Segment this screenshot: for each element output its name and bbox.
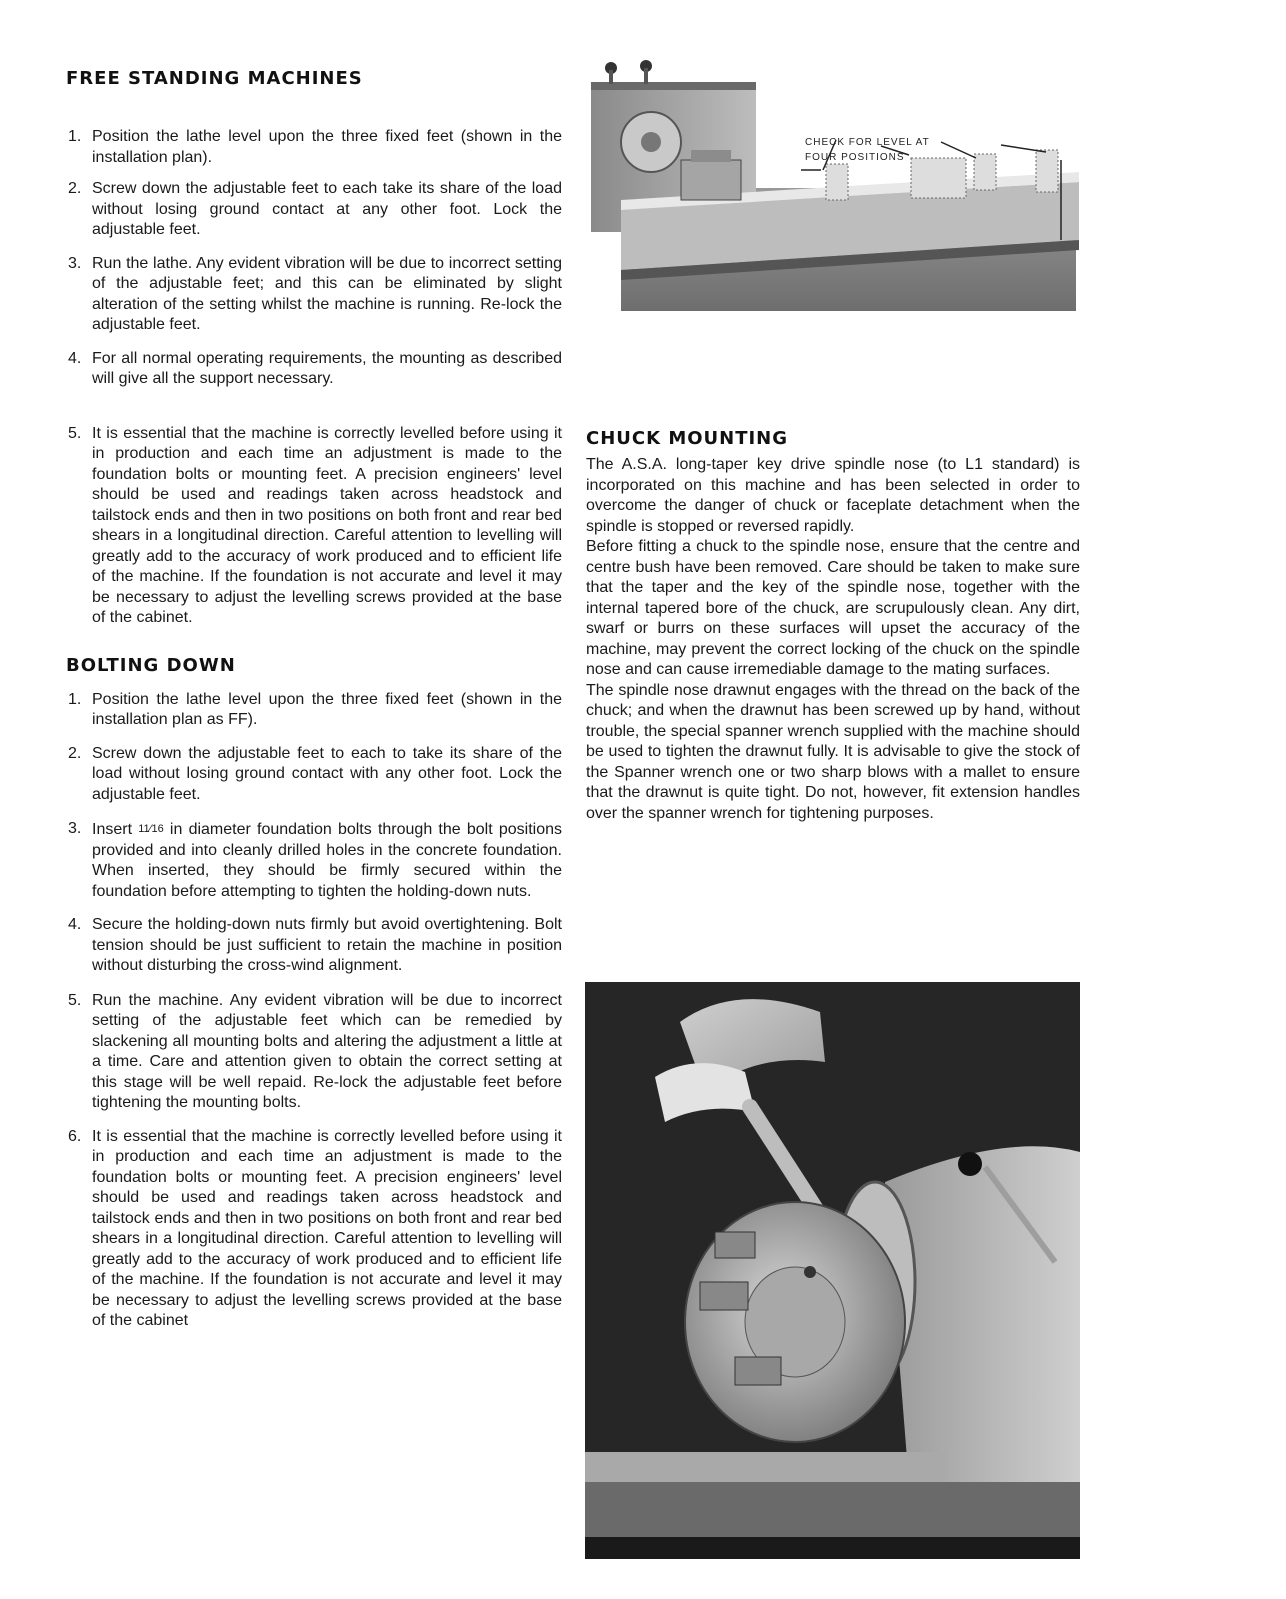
callout-line-1: CHECK FOR LEVEL AT — [805, 137, 930, 148]
left-column — [66, 66, 562, 1332]
item-text: in diameter foundation bolts through the bolt positions provided and into cleanly drilled holes in the concrete foundation. When inserted, they should be firmly secured within the foundation before attempting to tighten the holding-down nuts. — [92, 821, 562, 900]
item-text: It is essential that the machine is correctly levelled before using it in production and each time an adjustment is made to the foundation bolts or mounting feet. A precision engineers' level should be used and readings taken across headstock and tailstock ends and then in two positions on both front and rear bed shears in a longitudinal direction. Careful attention to levelling will greatly add to the accuracy of work produced and to efficient life of the machine. If the foundation is not accurate and level it may be necessary to adjust the levelling screws provided at the base of the cabinet. — [92, 424, 562, 626]
item-number: 6. — [68, 1127, 82, 1145]
bolting-down-list — [66, 690, 562, 1332]
item-number: 3. — [68, 820, 82, 837]
list-item — [66, 744, 562, 806]
item-text: Run the lathe. Any evident vibration will be due to incorrect setting of the adjustable feet; and this can be eliminated by slight alteration of the setting whilst the machine is running. Re-lock the adjustable feet. — [92, 254, 562, 333]
right-column — [586, 428, 1080, 824]
item-text-pre: Insert — [92, 821, 139, 838]
list-item — [66, 179, 562, 241]
free-standing-heading: FREE STANDING MACHINES — [66, 68, 363, 89]
item-number: 5. — [68, 424, 82, 442]
item-text: Run the machine. Any evident vibration will be due to incorrect setting of the adjustable feet which can be remedied by slackening all mounting bolts and altering the adjustment a little at a time. Care and attention given to obtain the correct setting at this stage will be well repaid. Re-lock the adjustable feet before tightening the mounting bolts. — [92, 991, 562, 1111]
list-item — [66, 915, 562, 977]
chuck-paragraph-1: The A.S.A. long-taper key drive spindle nose (to L1 standard) is incorporated on this machine and has been selected in order to overcome the danger of chuck or faceplate detachment when the spindle is stopped or reversed rapidly. — [586, 456, 1080, 535]
item-number: 1. — [68, 690, 82, 708]
chuck-mounting-illustration — [585, 982, 1080, 1559]
item-number: 1. — [68, 128, 82, 145]
item-number: 4. — [68, 349, 82, 367]
fraction-value: 11⁄16 — [138, 823, 164, 835]
chuck-mounting-heading: CHUCK MOUNTING — [586, 428, 789, 449]
item-number: 4. — [68, 916, 82, 933]
bolting-down-heading: BOLTING DOWN — [66, 654, 236, 676]
chuck-mounting-photo — [585, 982, 1080, 1559]
chuck-paragraph-3: The spindle nose drawnut engages with the thread on the back of the chuck; and when the drawnut has been screwed up by hand, without trouble, the special spanner wrench supplied with the machine should be used to tighten the drawnut fully. It is advisable to give the stock of the Spanner wrench one or two sharp blows with a mallet to ensure that the drawnut is quite tight. Do not, however, fit extension handles over the spanner wrench for tightening purposes. — [586, 681, 1080, 822]
list-item — [66, 690, 562, 731]
item-number: 5. — [68, 991, 82, 1009]
level-callout — [805, 135, 930, 165]
list-item — [66, 127, 562, 168]
item-text: Position the lathe level upon the three fixed feet (shown in the installation plan). — [92, 128, 562, 166]
item-text: Position the lathe level upon the three fixed feet (shown in the installation plan as FF). — [92, 690, 562, 728]
item-text: It is essential that the machine is correctly levelled before using it in production and each time an adjustment is made to the foundation bolts or mounting feet. A precision engineers' level should be used and readings taken across headstock and tailstock ends and then in two positions on both front and rear bed shears in a longitudinal direction. Careful attention to levelling will greatly add to the accuracy of work produced and to efficient life of the machine. If the foundation is not accurate and level it may be necessary to adjust the levelling screws provided at the base of the cabinet — [92, 1127, 562, 1329]
chuck-paragraph-2: Before fitting a chuck to the spindle nose, ensure that the centre and centre bush have been removed. Care should be taken to make sure that the taper and the key of the spindle nose, together with the internal tapered bore of the chuck, are scrupulously clean. Any dirt, swarf or burrs on these surfaces will upset the accuracy of the machine, may prevent the correct locking of the chuck on the spindle nose and can cause irremediable damage to the mating surfaces. — [586, 538, 1080, 678]
list-item — [66, 1127, 562, 1332]
lathe-bed-illustration — [591, 60, 1079, 311]
callout-line-2: FOUR POSITIONS — [805, 152, 905, 163]
item-text: Screw down the adjustable feet to each to take its share of the load without losing ground contact with any other foot. Lock the adjustable feet. — [92, 744, 562, 803]
list-item — [66, 991, 562, 1114]
list-item — [66, 424, 562, 629]
item-text: Screw down the adjustable feet to each take its share of the load without losing ground contact at any other foot. Lock the adjustable feet. — [92, 180, 562, 238]
item-number: 2. — [68, 180, 82, 197]
list-item — [66, 819, 562, 902]
item-text: Secure the holding-down nuts firmly but avoid overtightening. Bolt tension should be just sufficient to retain the machine in position without disturbing the cross-wind alignment. — [92, 916, 562, 974]
list-item — [66, 254, 562, 336]
item-text: For all normal operating requirements, the mounting as described will give all the support necessary. — [92, 349, 562, 387]
list-item — [66, 349, 562, 390]
item-number: 3. — [68, 254, 82, 272]
lathe-bed-photo — [591, 60, 1079, 311]
free-standing-list — [66, 127, 562, 629]
item-number: 2. — [68, 744, 82, 762]
